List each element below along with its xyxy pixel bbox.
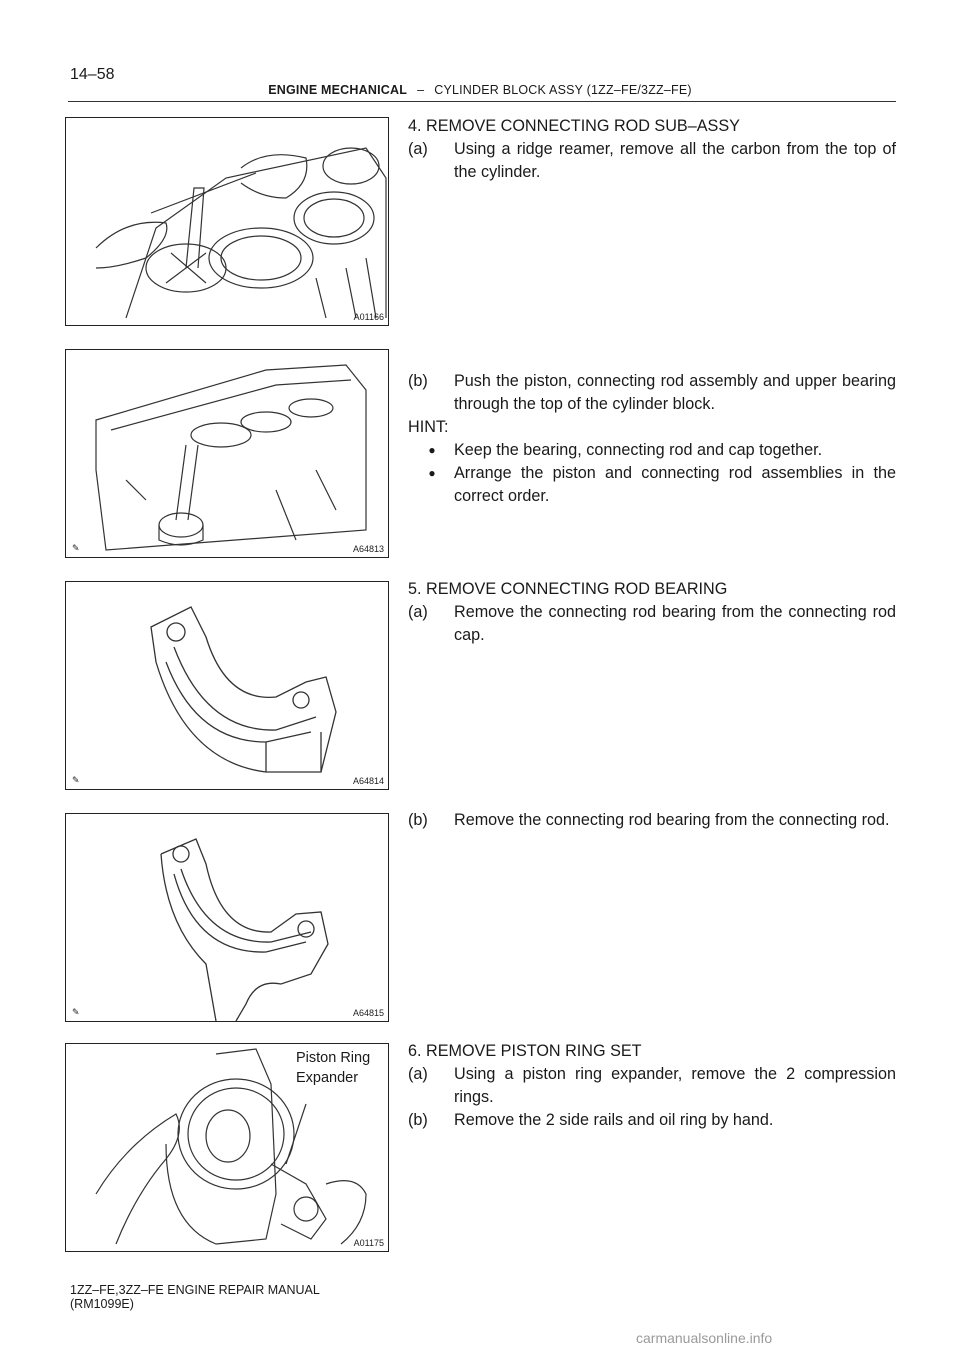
step-4a-label: (a) [408, 140, 428, 158]
step-6b-label: (b) [408, 1111, 428, 1129]
figure-rod-cap-bearing [65, 581, 389, 790]
step-6b-text: Remove the 2 side rails and oil ring by hand. [454, 1111, 774, 1129]
page-number: 14–58 [70, 66, 115, 83]
hint-item [410, 462, 896, 508]
callout-label [296, 1048, 370, 1088]
figure-code: A64815 [352, 1008, 384, 1018]
step-4b-text: Push the piston, connecting rod assembly and upper bearing through the top of the cylinder block. [454, 372, 896, 413]
figure-piston-ring-expander [65, 1043, 389, 1252]
pen-mark-icon: ✎ [72, 543, 80, 553]
step-6a-text: Using a piston ring expander, remove the 2 compression rings. [454, 1065, 896, 1106]
hint-text: Arrange the piston and connecting rod assemblies in the correct order. [454, 464, 896, 505]
header-separator: – [417, 83, 425, 97]
hint-label: HINT: [408, 418, 449, 436]
step-5a-label: (a) [408, 603, 428, 621]
step-5b-label: (b) [408, 811, 428, 829]
pen-mark-icon: ✎ [72, 775, 80, 785]
step-6-heading: 6. REMOVE PISTON RING SET [408, 1042, 642, 1060]
step-4b-block [408, 370, 896, 508]
running-header [0, 83, 960, 97]
figure-ridge-reamer [65, 117, 389, 326]
step-4b [408, 370, 896, 416]
step-5a [408, 601, 896, 647]
step-5b-text: Remove the connecting rod bearing from the connecting rod. [454, 811, 890, 829]
figure-rod-bearing [65, 813, 389, 1022]
rod-cap-illustration [66, 582, 388, 789]
callout-line-1: Piston Ring [296, 1050, 371, 1066]
footer [70, 1283, 320, 1311]
step-5-heading: 5. REMOVE CONNECTING ROD BEARING [408, 580, 728, 598]
step-5-block [408, 578, 896, 647]
step-6a-label: (a) [408, 1065, 428, 1083]
header-section: ENGINE MECHANICAL [268, 83, 408, 97]
step-6b [408, 1109, 896, 1132]
figure-code: A01166 [353, 312, 384, 322]
step-4b-label: (b) [408, 372, 428, 390]
watermark-link[interactable]: carmanualsonline.info [636, 1330, 773, 1346]
step-5b [408, 809, 896, 832]
figure-code: A01175 [353, 1238, 384, 1248]
hint-item [410, 439, 896, 462]
pen-mark-icon: ✎ [72, 1007, 80, 1017]
connecting-rod-illustration [66, 814, 388, 1021]
header-rule [68, 101, 896, 102]
bullet-icon: ● [428, 443, 436, 457]
step-5a-text: Remove the connecting rod bearing from the connecting rod cap. [454, 603, 896, 644]
step-6-block [408, 1040, 896, 1132]
figure-code: A64814 [352, 776, 384, 786]
step-6a [408, 1063, 896, 1109]
footer-manual-code: (RM1099E) [70, 1297, 134, 1311]
figure-push-piston [65, 349, 389, 558]
hint-text: Keep the bearing, connecting rod and cap together. [454, 441, 823, 459]
step-5b-block [408, 809, 896, 832]
bullet-icon: ● [428, 466, 436, 480]
piston-push-illustration [66, 350, 388, 557]
step-4-block [408, 115, 896, 184]
step-4a-text: Using a ridge reamer, remove all the carbon from the top of the cylinder. [454, 140, 896, 181]
header-subsection: CYLINDER BLOCK ASSY (1ZZ–FE/3ZZ–FE) [434, 83, 692, 97]
footer-manual-title: 1ZZ–FE,3ZZ–FE ENGINE REPAIR MANUAL [70, 1283, 320, 1297]
step-4-heading: 4. REMOVE CONNECTING ROD SUB–ASSY [408, 117, 740, 135]
callout-line-2: Expander [296, 1070, 359, 1086]
ridge-reamer-illustration [66, 118, 388, 325]
step-4a [408, 138, 896, 184]
figure-code: A64813 [352, 544, 384, 554]
